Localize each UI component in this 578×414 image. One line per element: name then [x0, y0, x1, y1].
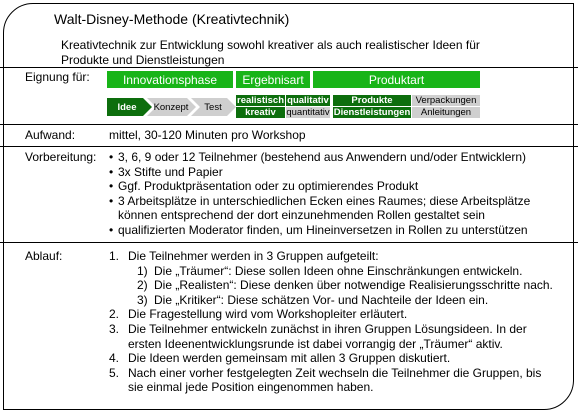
step-number: 4.: [109, 351, 120, 366]
ergebnis-kreativ: kreativ: [236, 107, 285, 118]
vorbereitung-label: Vorbereitung:: [25, 150, 97, 164]
ablauf-label: Ablauf:: [25, 249, 63, 263]
page-title: Walt-Disney-Methode (Kreativtechnik): [54, 11, 290, 27]
step: [109, 307, 569, 322]
step-text: Die Teilnehmer werden in 3 Gruppen aufgeteilt:: [128, 249, 379, 263]
category-produktart: Produktart: [313, 71, 480, 88]
phase-konzept: Konzept: [153, 101, 189, 113]
step-text: Nach einer vorher festgelegten Zeit wechseln die Teilnehmer die Gruppen, bis: [128, 365, 542, 380]
substep-text: Die „Kritiker“: Diese schätzen Vor- und Nachteile der Ideen ein.: [154, 292, 489, 307]
list-item: • qualifizierten Moderator finden, um Hineinversetzen in Rollen zu unterstützen: [109, 223, 569, 238]
substep: [137, 264, 569, 279]
step: [109, 249, 569, 264]
list-item: • Ggf. Produktpräsentation oder zu optimierendes Produkt: [109, 179, 569, 194]
divider: [0, 67, 578, 68]
substep: [137, 278, 569, 293]
step-continuation: [109, 337, 569, 352]
step-text: Die Teilnehmer entwickeln zunächst in ihren Gruppen Lösungsideen. In der: [128, 321, 527, 336]
substep-number: 1): [137, 263, 148, 278]
step-number: 3.: [109, 321, 120, 336]
substep: [137, 293, 569, 308]
aufwand-label: Aufwand:: [25, 128, 76, 142]
step: [109, 322, 569, 337]
phase-idee: Idee: [117, 101, 137, 113]
step-text: ersten Ideenentwicklungsrunde ist dabei vorrangig der „Träumer“ aktiv.: [128, 336, 503, 351]
phase-test: Test: [204, 101, 222, 113]
step-text: sie einmal jede Position eingenommen haben.: [128, 380, 374, 395]
ergebnis-realistisch: realistisch: [237, 95, 284, 106]
step-text: Die Ideen werden gemeinsam mit allen 3 Gruppen diskutiert.: [128, 351, 451, 366]
category-ergebnisart: Ergebnisart: [236, 71, 310, 88]
list-item-continuation: können entsprechend der dort einzunehmenden Rollen gestaltet sein: [118, 208, 485, 223]
eignung-label: Eignung für:: [25, 70, 90, 84]
list-item: • 3 Arbeitsplätze in unterschiedlichen Ecken eines Raumes; diese Arbeitsplätze: [109, 194, 569, 209]
step-text: Die Fragestellung wird vom Workshopleiter erläutert.: [128, 307, 408, 322]
divider: [0, 124, 578, 125]
aufwand-value: mittel, 30-120 Minuten pro Workshop: [109, 128, 306, 142]
produkt-produkte: Produkte: [333, 95, 411, 106]
divider: [0, 146, 578, 147]
list-item: • 3, 6, 9 oder 12 Teilnehmer (bestehend aus Anwendern und/oder Entwicklern): [109, 150, 569, 165]
list-item: • 3x Stifte und Papier: [109, 165, 569, 180]
ergebnis-quantitativ: quantitativ: [286, 107, 330, 118]
substep-text: Die „Realisten“: Diese denken über notwendige Realisierungsschritte nach.: [154, 278, 553, 293]
produkt-dienstleistungen: Dienstleistungen: [333, 107, 411, 118]
produkt-anleitungen: Anleitungen: [412, 107, 480, 118]
step-number: 1.: [109, 249, 120, 263]
vorbereitung-list: [109, 150, 569, 238]
intro-text: Kreativtechnik zur Entwicklung sowohl kreativer als auch realistischer Ideen für Produkte und Dienstleistungen: [61, 38, 480, 67]
step-number: 2.: [109, 307, 120, 322]
substep-number: 3): [137, 292, 148, 307]
step: [109, 351, 569, 366]
ablauf-steps: [109, 249, 569, 395]
divider: [0, 242, 578, 243]
substep-number: 2): [137, 278, 148, 293]
category-innovationsphase: Innovationsphase: [107, 71, 233, 88]
produkt-verpackungen: Verpackungen: [412, 95, 480, 106]
step-number: 5.: [109, 365, 120, 380]
step: [109, 366, 569, 381]
step-continuation: [109, 380, 569, 395]
substep-text: Die „Träumer“: Diese sollen Ideen ohne Einschränkungen entwickeln.: [154, 263, 523, 278]
ergebnis-qualitativ: qualitativ: [287, 95, 329, 106]
